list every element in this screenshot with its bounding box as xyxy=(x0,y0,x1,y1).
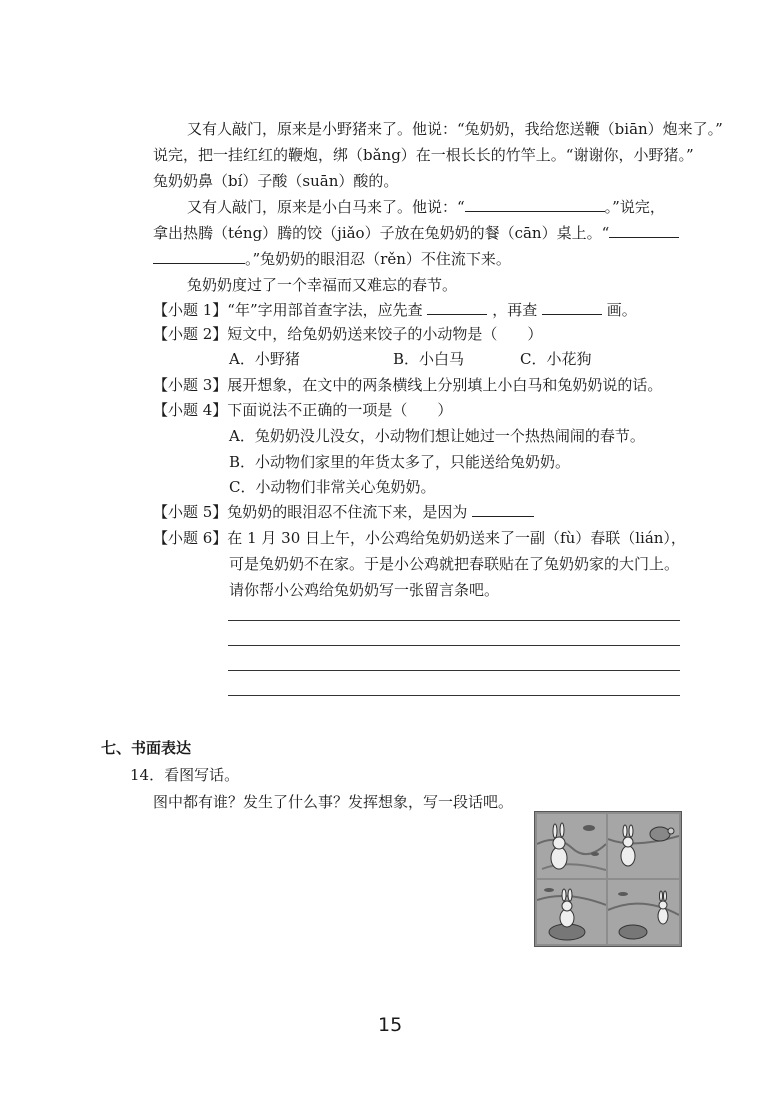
answer-blank-q1-strokes[interactable] xyxy=(542,302,602,315)
story-text: 拿出热腾（téng）腾的饺（jiǎo）子放在兔奶奶的餐（cān）桌上。“ xyxy=(153,224,610,242)
answer-blank-grandma-2[interactable] xyxy=(153,251,245,264)
story-text: 。”说完， xyxy=(604,198,665,216)
option-a[interactable]: A．小野猪 xyxy=(229,350,300,368)
comic-panel-3 xyxy=(537,880,606,944)
story-line xyxy=(153,222,679,243)
answer-blank-grandma-1[interactable] xyxy=(609,225,679,238)
question-4: 【小题 4】下面说法不正确的一项是（ ） xyxy=(153,401,453,419)
question-6-line: 可是兔奶奶不在家。于是小公鸡就把春联贴在了兔奶奶家的大门上。 xyxy=(229,555,680,573)
writing-line[interactable] xyxy=(228,620,680,621)
option-b[interactable]: B．小白马 xyxy=(393,350,465,368)
option-b[interactable]: B．小动物们家里的年货太多了，只能送给兔奶奶。 xyxy=(229,453,571,471)
question-text: 【小题 5】兔奶奶的眼泪忍不住流下来，是因为 xyxy=(153,503,468,521)
question-text: 【小题 1】“年”字用部首查字法，应先查 xyxy=(153,301,423,319)
story-text: 又有人敲门，原来是小白马来了。他说：“ xyxy=(187,198,465,216)
story-line: 又有人敲门，原来是小野猪来了。他说：“兔奶奶，我给您送鞭（biān）炮来了。” xyxy=(187,120,723,138)
question-3: 【小题 3】展开想象，在文中的两条横线上分别填上小白马和兔奶奶说的话。 xyxy=(153,376,663,394)
story-line: 说完，把一挂红红的鞭炮，绑（bǎng）在一根长长的竹竿上。“谢谢你，小野猪。” xyxy=(153,146,694,164)
question-1 xyxy=(153,299,637,320)
answer-blank-horse[interactable] xyxy=(465,199,605,212)
comic-panel-1 xyxy=(537,814,606,878)
story-line xyxy=(187,196,665,217)
question-6-line: 请你帮小公鸡给兔奶奶写一张留言条吧。 xyxy=(229,581,500,599)
comic-panel-2 xyxy=(608,814,679,878)
page-number: 15 xyxy=(378,1014,403,1036)
option-a[interactable]: A．兔奶奶没儿没女，小动物们想让她过一个热热闹闹的春节。 xyxy=(229,427,645,445)
story-text: 。”兔奶奶的眼泪忍（rěn）不住流下来。 xyxy=(245,250,511,268)
question-2: 【小题 2】短文中，给兔奶奶送来饺子的小动物是（ ） xyxy=(153,325,543,343)
story-line xyxy=(153,248,511,269)
comic-image xyxy=(534,811,682,947)
story-line: 兔奶奶度过了一个幸福而又难忘的春节。 xyxy=(187,276,458,294)
writing-line[interactable] xyxy=(228,695,680,696)
section-title: 七、书面表达 xyxy=(101,739,192,757)
writing-line[interactable] xyxy=(228,670,680,671)
writing-line[interactable] xyxy=(228,645,680,646)
question-text: 画。 xyxy=(606,301,637,319)
comic-panel-4 xyxy=(608,880,679,944)
question-text: ，再查 xyxy=(492,301,538,319)
answer-blank-q1-radical[interactable] xyxy=(427,302,487,315)
option-c[interactable]: C．小动物们非常关心兔奶奶。 xyxy=(229,478,436,496)
writing-prompt: 图中都有谁？发生了什么事？发挥想象，写一段话吧。 xyxy=(153,793,514,811)
story-line: 兔奶奶鼻（bí）子酸（suān）酸的。 xyxy=(153,172,399,190)
question-6: 【小题 6】在 1 月 30 日上午，小公鸡给兔奶奶送来了一副（fù）春联（lián）， xyxy=(153,529,686,547)
question-5 xyxy=(153,501,534,522)
question-14: 14．看图写话。 xyxy=(130,766,240,784)
answer-blank-q5[interactable] xyxy=(472,504,534,517)
option-c[interactable]: C．小花狗 xyxy=(520,350,592,368)
